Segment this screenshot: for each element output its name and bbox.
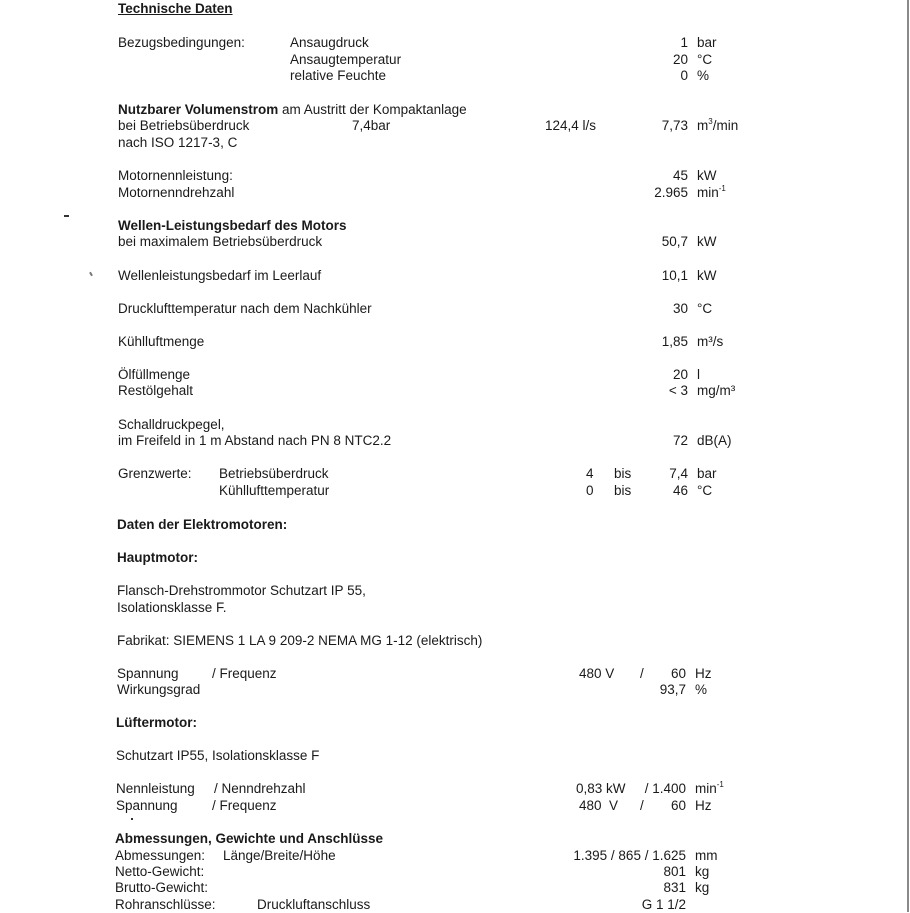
- scan-speck: [64, 215, 69, 217]
- volumenstrom-value: 7,73: [661, 118, 688, 133]
- bezug-value: 1: [680, 35, 688, 50]
- luefter-frequenz-value: 60: [670, 798, 686, 813]
- abm-sub: Druckluftanschluss: [257, 897, 371, 912]
- grenz-from: 0: [586, 483, 594, 498]
- spec-value: 1,85: [661, 334, 688, 349]
- motor-leistung-unit: kW: [697, 168, 717, 183]
- spec-label: Restölgehalt: [118, 383, 194, 398]
- document-title: Technische Daten: [118, 1, 233, 16]
- spec-value: < 3: [668, 383, 688, 398]
- abm-unit: kg: [695, 880, 710, 895]
- nenndrehzahl-label: / Nenndrehzahl: [214, 781, 306, 796]
- bezug-unit: °C: [697, 52, 713, 67]
- hauptmotor-desc1: Flansch-Drehstrommotor Schutzart IP 55,: [117, 583, 366, 598]
- volumenstrom-label: bei Betriebsüberdruck: [118, 118, 250, 133]
- wellen-label: bei maximalem Betriebsüberdruck: [118, 234, 323, 249]
- hauptmotor-heading: Hauptmotor:: [117, 550, 198, 565]
- bezug-unit: bar: [697, 35, 717, 50]
- bezug-name: relative Feuchte: [290, 68, 387, 83]
- grenz-bis: bis: [614, 483, 632, 498]
- volumenstrom-heading-rest: am Austritt der Kompaktanlage: [278, 102, 467, 117]
- slash: /: [640, 798, 644, 813]
- spec-label: Ölfüllmenge: [118, 367, 191, 382]
- grenz-unit: °C: [697, 483, 713, 498]
- spec-value: 20: [672, 367, 688, 382]
- hauptmotor-desc2: Isolationsklasse F.: [117, 600, 227, 615]
- wirkungsgrad-label: Wirkungsgrad: [117, 682, 201, 697]
- grenz-unit: bar: [697, 466, 717, 481]
- frequenz-unit: Hz: [695, 666, 712, 681]
- motor-leistung-value: 45: [672, 168, 688, 183]
- nenndrehzahl-unit: [695, 781, 724, 797]
- frequenz-label: / Frequenz: [212, 666, 277, 681]
- wellen-unit: kW: [697, 234, 717, 249]
- page-edge: [907, 0, 909, 912]
- bezug-unit: %: [697, 68, 710, 83]
- spec-unit: m³/s: [697, 334, 724, 349]
- abm-value: 801: [663, 864, 686, 879]
- abmessungen-heading: Abmessungen, Gewichte und Anschlüsse: [115, 831, 384, 846]
- abm-label: Brutto-Gewicht:: [115, 880, 209, 895]
- slash: /: [640, 666, 644, 681]
- grenz-name: Kühllufttemperatur: [219, 483, 330, 498]
- spec-unit: l: [697, 367, 700, 382]
- scan-speck: [89, 272, 93, 276]
- grenz-label: Grenzwerte:: [118, 466, 192, 481]
- schall-unit: dB(A): [697, 433, 732, 448]
- volumenstrom-norm: nach ISO 1217-3, C: [118, 135, 238, 150]
- volumenstrom-heading: [118, 102, 467, 118]
- scan-speck: [131, 818, 133, 820]
- abm-value: G 1 1/2: [641, 897, 686, 912]
- abm-label: Rohranschlüsse:: [115, 897, 216, 912]
- abm-value: 1.395 / 865 / 1.625: [573, 848, 686, 863]
- nennleistung-value: 0,83 kW: [576, 781, 626, 796]
- volumenstrom-flow-ls: 124,4 l/s: [545, 118, 597, 133]
- motor-drehzahl-value: 2.965: [654, 185, 688, 200]
- schall-line1: Schalldruckpegel,: [118, 417, 225, 432]
- grenz-from: 4: [586, 466, 594, 481]
- elektro-heading: Daten der Elektromotoren:: [117, 517, 288, 532]
- hauptmotor-fabrikat: Fabrikat: SIEMENS 1 LA 9 209-2 NEMA MG 1-12 (elektrisch): [117, 633, 483, 648]
- abm-sub: Länge/Breite/Höhe: [223, 848, 336, 863]
- spec-label: Drucklufttemperatur nach dem Nachkühler: [118, 301, 372, 316]
- unit-base: min: [697, 185, 719, 200]
- bezug-name: Ansaugtemperatur: [290, 52, 402, 67]
- spec-value: 30: [672, 301, 688, 316]
- frequenz-value: 60: [670, 666, 686, 681]
- spec-unit: kW: [697, 268, 717, 283]
- volumenstrom-heading-bold: Nutzbarer Volumenstrom: [118, 102, 279, 117]
- luefter-spannung-label: Spannung: [116, 798, 178, 813]
- motor-leistung-label: Motornennleistung:: [118, 168, 233, 183]
- spannung-value: 480 V: [579, 666, 615, 681]
- schall-line2: im Freifeld in 1 m Abstand nach PN 8 NTC2.2: [118, 433, 392, 448]
- grenz-name: Betriebsüberdruck: [219, 466, 329, 481]
- spec-label: Wellenleistungsbedarf im Leerlauf: [118, 268, 322, 283]
- abm-unit: mm: [695, 848, 718, 863]
- nenndrehzahl-value: / 1.400: [644, 781, 686, 796]
- spec-unit: °C: [697, 301, 713, 316]
- spec-unit: mg/m³: [697, 383, 736, 398]
- unit-sup: -1: [716, 780, 724, 789]
- volumenstrom-unit: [697, 118, 738, 134]
- wirkungsgrad-value: 93,7: [659, 682, 686, 697]
- abm-unit: kg: [695, 864, 710, 879]
- luefter-frequenz-unit: Hz: [695, 798, 712, 813]
- wellen-value: 50,7: [661, 234, 688, 249]
- grenz-to: 7,4: [669, 466, 688, 481]
- spec-label: Kühlluftmenge: [118, 334, 205, 349]
- nennleistung-label: Nennleistung: [116, 781, 195, 796]
- luefter-frequenz-label: / Frequenz: [212, 798, 277, 813]
- spannung-label: Spannung: [117, 666, 179, 681]
- unit-sup: -1: [718, 184, 726, 193]
- luefter-heading: Lüftermotor:: [116, 715, 197, 730]
- grenz-to: 46: [672, 483, 688, 498]
- wirkungsgrad-unit: %: [695, 682, 708, 697]
- wellen-heading: Wellen-Leistungsbedarf des Motors: [118, 218, 347, 233]
- unit-base: m: [697, 118, 709, 133]
- luefter-spannung-value: 480 V: [579, 798, 619, 813]
- grenz-bis: bis: [614, 466, 632, 481]
- motor-drehzahl-label: Motornenndrehzahl: [118, 185, 235, 200]
- bezug-name: Ansaugdruck: [290, 35, 369, 50]
- schall-value: 72: [672, 433, 688, 448]
- volumenstrom-pressure: 7,4bar: [352, 118, 391, 133]
- spec-value: 10,1: [661, 268, 688, 283]
- abm-label: Abmessungen:: [115, 848, 206, 863]
- unit-base: min: [695, 781, 717, 796]
- unit-sup: 3: [708, 117, 713, 126]
- motor-drehzahl-unit: [697, 185, 726, 201]
- bezug-value: 0: [680, 68, 688, 83]
- unit-tail: /min: [712, 118, 739, 133]
- abm-label: Netto-Gewicht:: [115, 864, 205, 879]
- bezug-value: 20: [672, 52, 688, 67]
- luefter-desc: Schutzart IP55, Isolationsklasse F: [116, 748, 320, 763]
- bezug-label: Bezugsbedingungen:: [118, 35, 245, 50]
- abm-value: 831: [663, 880, 686, 895]
